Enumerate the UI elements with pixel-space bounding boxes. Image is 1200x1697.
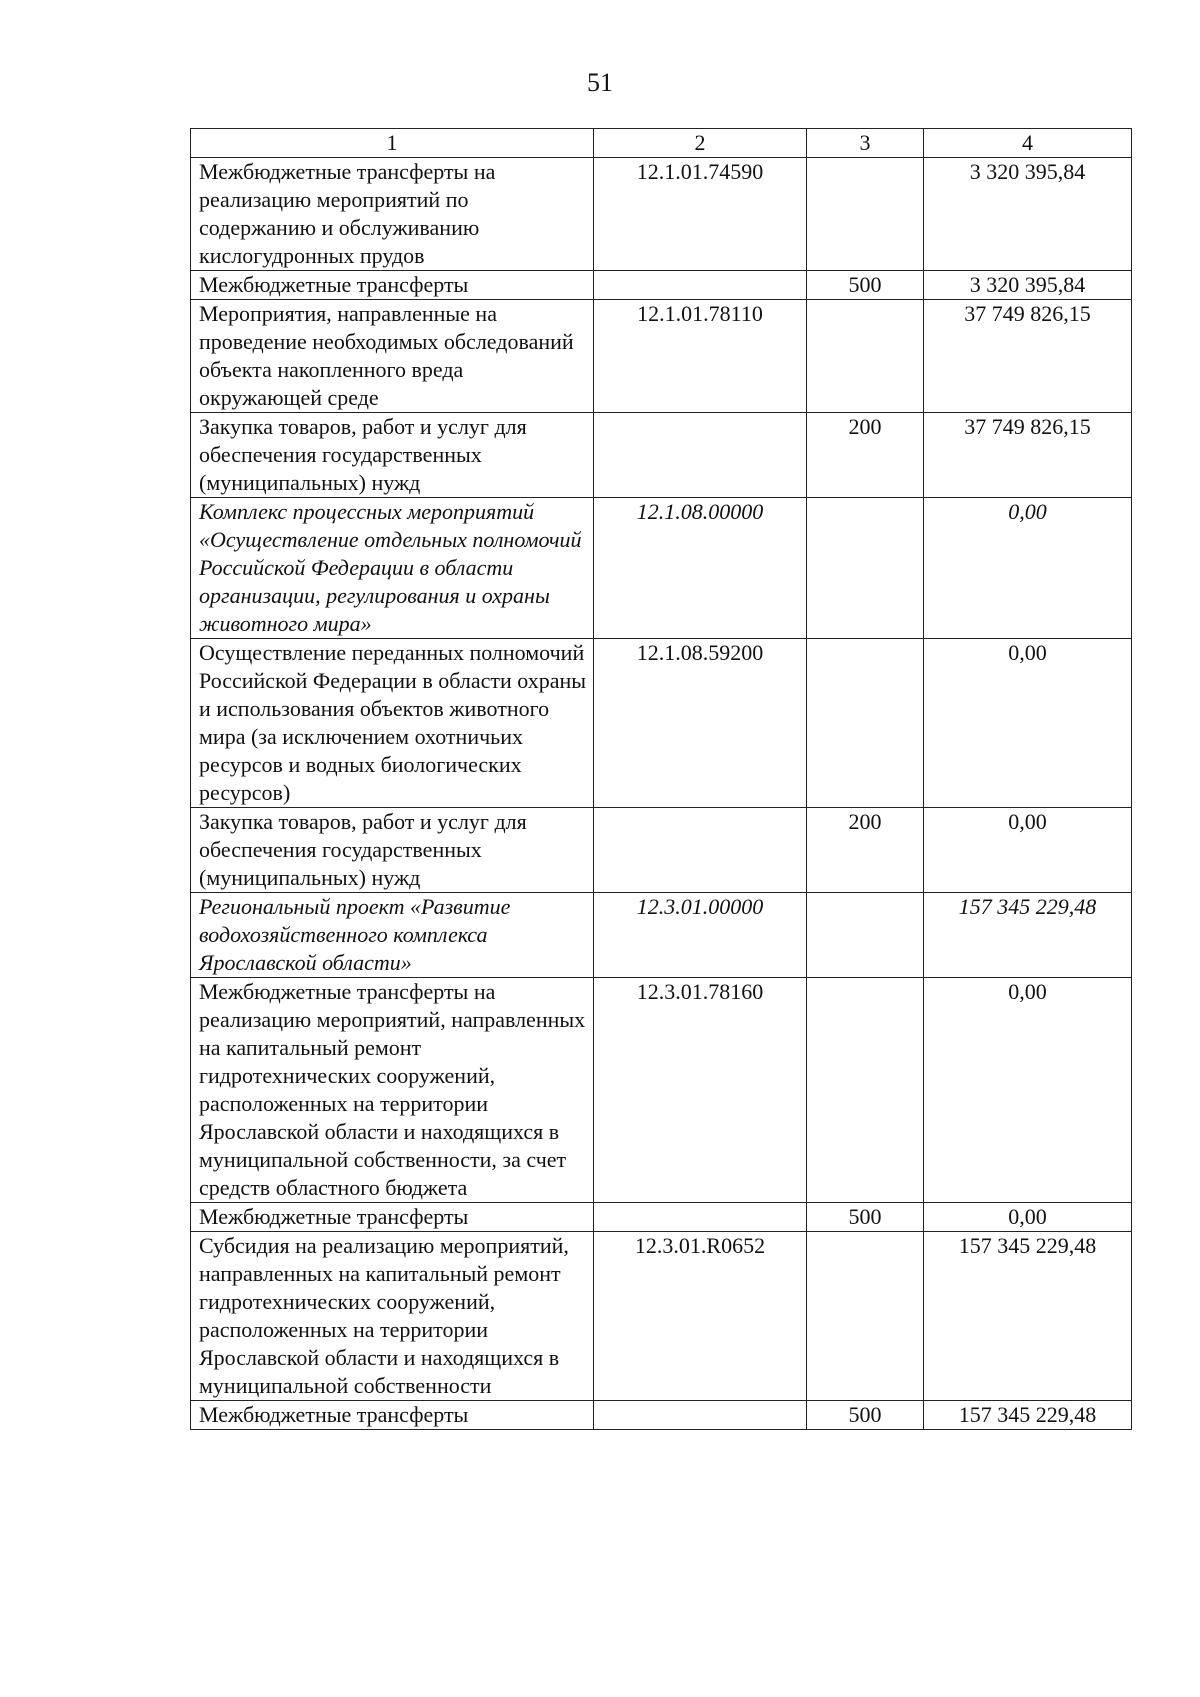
- table-row: [191, 978, 1132, 1203]
- row-type-cell: 500: [807, 271, 924, 300]
- table-row: [191, 1232, 1132, 1401]
- row-type-cell: [807, 893, 924, 978]
- row-name-cell: Межбюджетные трансферты: [191, 1401, 594, 1430]
- table-row: [191, 1401, 1132, 1430]
- row-amount-cell: 37 749 826,15: [924, 300, 1132, 413]
- table-row: [191, 498, 1132, 639]
- table-body: [191, 158, 1132, 1430]
- column-header-2: 2: [594, 129, 807, 158]
- column-header-1: 1: [191, 129, 594, 158]
- row-code-cell: 12.1.08.59200: [594, 639, 807, 808]
- row-code-cell: 12.3.01.00000: [594, 893, 807, 978]
- row-amount-cell: 37 749 826,15: [924, 413, 1132, 498]
- row-amount-cell: 3 320 395,84: [924, 271, 1132, 300]
- row-name-cell: Межбюджетные трансферты: [191, 1203, 594, 1232]
- table-row: [191, 1203, 1132, 1232]
- page-number: 51: [587, 68, 613, 97]
- row-type-cell: 500: [807, 1203, 924, 1232]
- row-code-cell: [594, 808, 807, 893]
- table-row: [191, 271, 1132, 300]
- row-name-cell: Мероприятия, направленные на проведение необходимых обследований объекта накопленного вреда окружающей среде: [191, 300, 594, 413]
- row-type-cell: [807, 639, 924, 808]
- row-code-cell: 12.1.01.74590: [594, 158, 807, 271]
- column-header-4: 4: [924, 129, 1132, 158]
- budget-table: [190, 128, 1132, 1430]
- row-code-cell: [594, 1203, 807, 1232]
- row-name-cell: Комплекс процессных мероприятий «Осуществление отдельных полномочий Российской Федерации в области организации, регулирования и охраны животного мира»: [191, 498, 594, 639]
- row-type-cell: [807, 158, 924, 271]
- row-amount-cell: 0,00: [924, 808, 1132, 893]
- row-type-cell: 200: [807, 808, 924, 893]
- row-amount-cell: 0,00: [924, 978, 1132, 1203]
- table-row: [191, 158, 1132, 271]
- row-code-cell: 12.3.01.R0652: [594, 1232, 807, 1401]
- row-name-cell: Осуществление переданных полномочий Российской Федерации в области охраны и использования объектов животного мира (за исключением охотничьих ресурсов и водных биологических ресурсов): [191, 639, 594, 808]
- row-code-cell: [594, 1401, 807, 1430]
- row-type-cell: [807, 300, 924, 413]
- row-amount-cell: 157 345 229,48: [924, 1401, 1132, 1430]
- row-amount-cell: 0,00: [924, 1203, 1132, 1232]
- row-amount-cell: 3 320 395,84: [924, 158, 1132, 271]
- table-row: [191, 300, 1132, 413]
- row-name-cell: Закупка товаров, работ и услуг для обеспечения государственных (муниципальных) нужд: [191, 413, 594, 498]
- table-row: [191, 808, 1132, 893]
- row-name-cell: Межбюджетные трансферты на реализацию мероприятий по содержанию и обслуживанию кислогудронных прудов: [191, 158, 594, 271]
- row-name-cell: Закупка товаров, работ и услуг для обеспечения государственных (муниципальных) нужд: [191, 808, 594, 893]
- row-code-cell: [594, 413, 807, 498]
- row-amount-cell: 157 345 229,48: [924, 893, 1132, 978]
- row-type-cell: [807, 498, 924, 639]
- row-name-cell: Субсидия на реализацию мероприятий, направленных на капитальный ремонт гидротехнических сооружений, расположенных на территории Ярославской области и находящихся в муниципальной собственности: [191, 1232, 594, 1401]
- row-amount-cell: 0,00: [924, 498, 1132, 639]
- row-type-cell: 500: [807, 1401, 924, 1430]
- row-type-cell: [807, 1232, 924, 1401]
- row-type-cell: 200: [807, 413, 924, 498]
- row-name-cell: Региональный проект «Развитие водохозяйственного комплекса Ярославской области»: [191, 893, 594, 978]
- table-header-row: [191, 129, 1132, 158]
- column-header-3: 3: [807, 129, 924, 158]
- table-row: [191, 639, 1132, 808]
- row-type-cell: [807, 978, 924, 1203]
- row-amount-cell: 157 345 229,48: [924, 1232, 1132, 1401]
- row-amount-cell: 0,00: [924, 639, 1132, 808]
- row-name-cell: Межбюджетные трансферты: [191, 271, 594, 300]
- table-row: [191, 413, 1132, 498]
- row-code-cell: 12.3.01.78160: [594, 978, 807, 1203]
- row-code-cell: 12.1.08.00000: [594, 498, 807, 639]
- table-row: [191, 893, 1132, 978]
- row-name-cell: Межбюджетные трансферты на реализацию мероприятий, направленных на капитальный ремонт гидротехнических сооружений, расположенных на территории Ярославской области и находящихся в муниципальной собственности, за счет средств областного бюджета: [191, 978, 594, 1203]
- row-code-cell: 12.1.01.78110: [594, 300, 807, 413]
- row-code-cell: [594, 271, 807, 300]
